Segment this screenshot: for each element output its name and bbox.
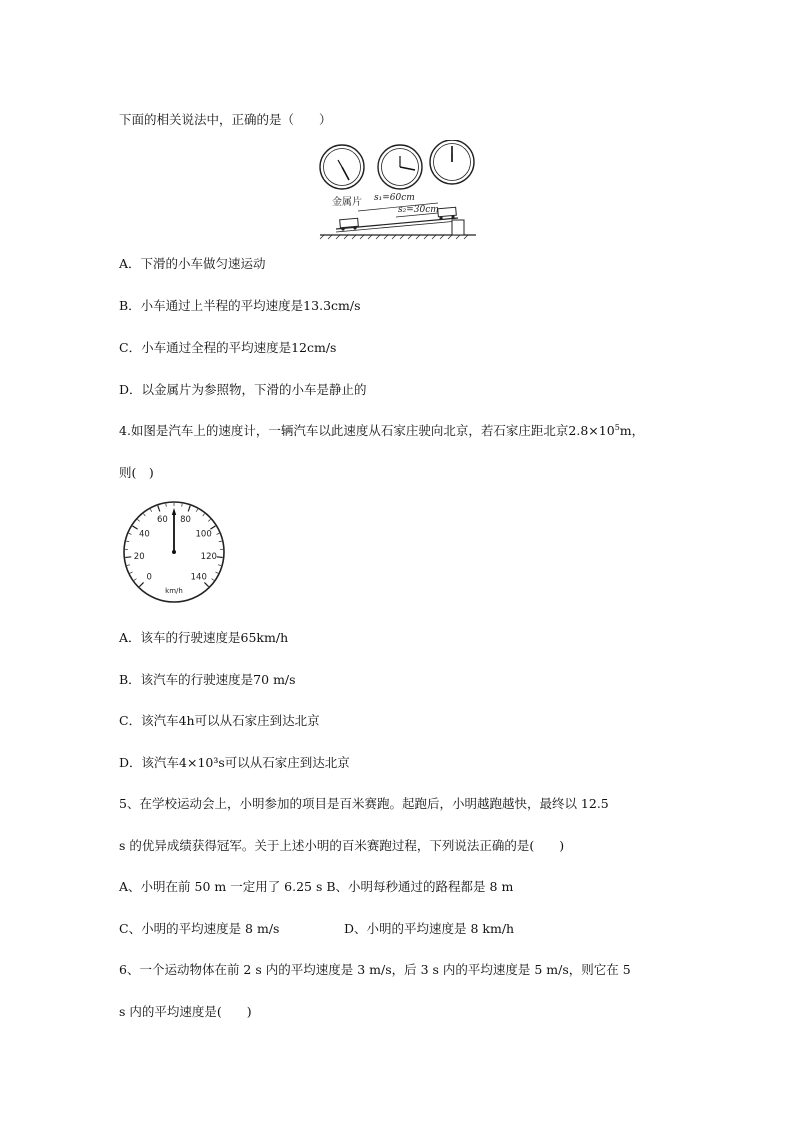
q4-stem-line2: 则( ) (119, 465, 154, 480)
q3-option-b: B．小车通过上半程的平均速度是13.3cm/s (119, 298, 361, 313)
speedometer-tick-label: 20 (133, 551, 145, 562)
q4-option-d: D．该汽车4×10³s可以从石家庄到达北京 (119, 755, 350, 770)
speedometer-tick (217, 557, 223, 558)
q3-option-c: C．小车通过全程的平均速度是12cm/s (119, 340, 337, 355)
q3-stem: 下面的相关说法中，正确的是（ ） (119, 112, 332, 127)
clock-middle-icon (378, 145, 422, 189)
speedometer-tick-label: 0 (146, 572, 152, 583)
q4-option-a: A．该车的行驶速度是65km/h (119, 630, 289, 645)
label-s1: s₁=60cm (374, 193, 415, 203)
q4-option-b: B．该汽车的行驶速度是70 m/s (119, 672, 296, 687)
q5-stem-line2: s 的优异成绩获得冠军。关于上述小明的百米赛跑过程，下列说法正确的是( ) (119, 838, 565, 853)
q3-option-d: D．以金属片为参照物，下滑的小车是静止的 (119, 382, 367, 397)
speedometer-tick-label: 80 (180, 514, 191, 525)
q4-stem-line1: 4.如图是汽车上的速度计，一辆汽车以此速度从石家庄驶向北京，若石家庄距北京$2.8\times 10^5m$， (119, 422, 645, 438)
q6-stem-line1: 6、一个运动物体在前 2 s 内的平均速度是 3 m/s，后 3 s 内的平均速度是 5 m/s，则它在 5 (119, 962, 631, 977)
q5-option-c: C、小明的平均速度是 8 m/s (119, 921, 280, 936)
incline-clock-figure (318, 140, 478, 240)
speedometer-tick-label: 60 (157, 514, 168, 525)
q5-stem-line1: 5、在学校运动会上，小明参加的项目是百米赛跑。起跑后，小明越跑越快，最终以 12.5 (119, 796, 609, 811)
label-s2: s₂=30cm (398, 205, 439, 215)
speedometer-unit: km/h (165, 587, 183, 595)
q5-options-line1: A、小明在前 50 m 一定用了 6.25 s B、小明每秒通过的路程都是 8 m (119, 879, 514, 894)
speedometer-tick (182, 504, 183, 507)
speedometer-tick (125, 557, 131, 558)
cart-bottom-icon (438, 207, 457, 219)
speedometer-tick-label: 100 (195, 529, 212, 540)
clock-start-icon (320, 145, 364, 189)
speedometer (122, 500, 226, 604)
q5-option-d: D、小明的平均速度是 8 km/h (344, 921, 515, 936)
cart-top-icon (340, 218, 359, 230)
clock-end-icon (430, 140, 474, 184)
q4-option-c: C．该汽车4h可以从石家庄到达北京 (119, 713, 320, 728)
speedometer-tick-label: 140 (190, 572, 207, 583)
q6-stem-line2: s 内的平均速度是( ) (119, 1004, 252, 1019)
speedometer-tick (166, 504, 167, 507)
q3-option-a: A．下滑的小车做匀速运动 (119, 256, 266, 271)
speedometer-tick-label: 40 (138, 529, 150, 540)
speedometer-tick-label: 120 (200, 551, 217, 562)
label-metal: 金属片 (332, 197, 362, 208)
